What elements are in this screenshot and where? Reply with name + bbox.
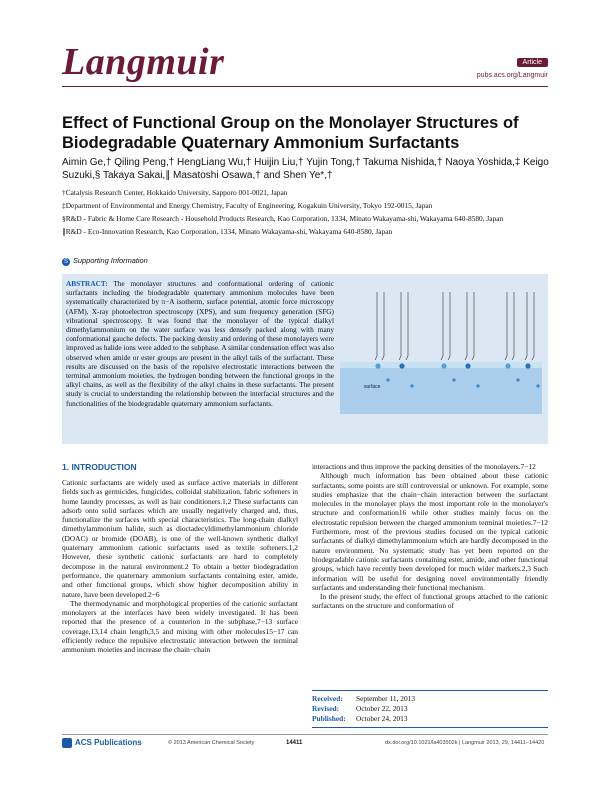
abstract-label: ABSTRACT:	[66, 279, 108, 288]
acs-icon	[62, 738, 72, 748]
journal-url-link[interactable]: pubs.acs.org/Langmuir	[476, 72, 548, 79]
ammonium-head	[399, 363, 404, 368]
counterion	[476, 384, 479, 387]
section-heading-introduction: 1. INTRODUCTION	[62, 462, 137, 472]
toc-graphic	[340, 282, 542, 414]
revised-date: Revised: October 22, 2013	[312, 704, 408, 713]
affiliations	[62, 188, 552, 240]
ammonium-head	[505, 363, 510, 368]
alkyl-chain	[532, 292, 534, 360]
supporting-info-icon: S	[63, 259, 68, 265]
counterion	[410, 384, 413, 387]
supporting-info-link[interactable]	[62, 256, 148, 266]
column-1	[62, 478, 298, 655]
paper-title: Effect of Functional Group on the Monolayer Structures of Biodegradable Quaternary Ammonium Surfactants	[62, 114, 519, 152]
column-2	[312, 462, 548, 611]
alkyl-chain	[472, 292, 474, 360]
counterion	[536, 384, 539, 387]
paragraph: The thermodynamic and morphological properties of the cationic surfactant monolayers at the interfaces have been widely investigated. It has been reported that the presence of a counterion in the subphase,7−13 surface coverage,13,14 chain length,3,5 and mixing with other molecules15−17 can efficiently reduce the repulsive electrostatic interaction between the terminal ammonium moieties and increase the chain−chain	[62, 598, 298, 655]
copyright: © 2013 American Chemical Society	[168, 740, 255, 746]
ammonium-head	[375, 363, 380, 368]
alkyl-chain	[512, 292, 514, 360]
published-date: Published: October 24, 2013	[312, 714, 408, 723]
abstract	[66, 279, 334, 408]
paragraph: interactions and thus improve the packing densities of the monolayers.7−12	[312, 462, 536, 471]
counterion	[516, 378, 519, 381]
acs-publications-logo: ACS Publications	[62, 738, 142, 748]
paragraph: In the present study, the effect of functional groups attached to the cationic surfactants on the structure and conformation of	[312, 592, 548, 611]
alkyl-chain	[399, 292, 401, 360]
journal-logo: Langmuir	[62, 41, 225, 83]
toc-surface-label: surface	[364, 384, 381, 390]
abstract-body: The monolayer structures and conformational ordering of cationic surfactants including the biodegradable quaternary ammonium molecules have been systematically characterized by π−A isotherm, surface potential, atomic force microscopy (AFM), X-ray photoelectron spectroscopy (XPS), and sum frequency generation (SFG) vibrational spectroscopy. It was found that the monolayer of the typical dialkyl dimethylammonium on the water surface was less densely packed along with many conformational gauche defects. The packing density and ordering of these monolayers were improved as halide ions were added to the subphase. A similar condensation effect was also observed when amide or ester groups are present in the alkyl tails of the surfactant. These results are discussed on the basis of the repulsive electrostatic interactions between the terminal ammonium moieties, the hydrogen bonding between the functional groups in the alkyl chains, as well as the flexibility of the alkyl chains in these surfactants. The present study is crucial to understanding the relationship between the interfacial structures and the functionalities of the biodegradable quaternary ammonium surfactants.	[66, 279, 334, 408]
supporting-info-label: Supporting Information	[73, 256, 148, 265]
counterion	[386, 378, 389, 381]
header-divider	[62, 86, 548, 87]
received-date: Received: September 11, 2013	[312, 694, 416, 703]
alkyl-chain	[375, 292, 377, 360]
affiliation-3: §R&D - Fabric & Home Care Research - Household Products Research, Kao Corporation, 1334, Minato Wakayama-shi, Wakayama 640-8580, Japan	[62, 214, 504, 223]
ammonium-head	[441, 363, 446, 368]
ammonium-head	[525, 363, 530, 368]
counterion	[452, 378, 455, 381]
alkyl-chain	[505, 292, 507, 360]
doi-citation[interactable]: dx.doi.org/10.1021/la403502k | Langmuir 2013, 29, 14411−14420	[385, 740, 545, 746]
affiliation-1: †Catalysis Research Center, Hokkaido University, Sapporo 001-0021, Japan	[62, 188, 288, 197]
alkyl-chain	[382, 292, 384, 360]
affiliation-4: ∥R&D - Eco-Innovation Research, Kao Corporation, 1334, Minato Wakayama-shi, Wakayama 640-8580, Japan	[62, 227, 393, 236]
paragraph: Although much information has been obtained about these cationic surfactants, some points are still controversial or unknown. For example, some studies emphasize that the chain−chain interaction between the surfactant molecules in the monolayer plays the most important role in the monolayer's structure and conformation16 while other studies mainly focus on the electrostatic repulsion between the charged ammonium terminal moieties.7−12 Furthermore, most of the previous studies focused on the typical cationic surfactants of dialkyl dimethylammonium which are hardly decomposed in the nature environment. No systematic study has yet been reported on the biodegradable cationic surfactants containing ester, amide, and other functional groups, which have recently been developed for much wider markets.2,3 Such information will be useful for designing novel environmentally friendly surfactants and understanding their functional mechanism.	[312, 471, 548, 592]
publication-dates	[312, 690, 548, 728]
alkyl-chain	[441, 292, 443, 360]
article-type-badge: Article	[517, 58, 548, 67]
alkyl-chain	[465, 292, 467, 360]
alkyl-chain	[525, 292, 527, 360]
author-list: Aimin Ge,† Qiling Peng,† HengLiang Wu,† Huijin Liu,† Yujin Tong,† Takuma Nishida,† Naoya Yoshida,‡ Keigo Suzuki,§ Takaya Sakai,∥ Masatoshi Osawa,† and Shen Ye*,†	[62, 157, 549, 181]
paragraph: Cationic surfactants are widely used as surface active materials in different fields such as germicides, fungicides, colloidal stabilization, fabric softeners in home laundry processes, as well as hair conditioners.1,2 These surfactants can adsorb onto solid surfaces which are usually negatively charged and, thus, functionalize the surfaces with special characteristics. The long-chain dialkyl dimethylammonium halide, such as dioctadecyldimethylammonium chloride (DOAC) or bromide (DOAB), is one of the well-known synthetic dialkyl quaternary ammonium cationic surfactants used as textile softeners.1,2 However, these synthetic cationic surfactants are hard to completely decompose in the natural environment.2 To obtain a better biodegradation performance, the quaternary ammonium surfactants containing ester, amide, and other functional groups, which show higher decomposition ability in nature, have been developed.2−6	[62, 478, 298, 599]
affiliation-2: ‡Department of Environmental and Energy Chemistry, Faculty of Engineering, Kogakuin University, Tokyo 192-0015, Japan	[62, 201, 433, 210]
alkyl-chain	[406, 292, 408, 360]
ammonium-head	[465, 363, 470, 368]
alkyl-chain	[448, 292, 450, 360]
footer-divider	[62, 734, 548, 735]
page-number: 14411	[286, 740, 303, 746]
